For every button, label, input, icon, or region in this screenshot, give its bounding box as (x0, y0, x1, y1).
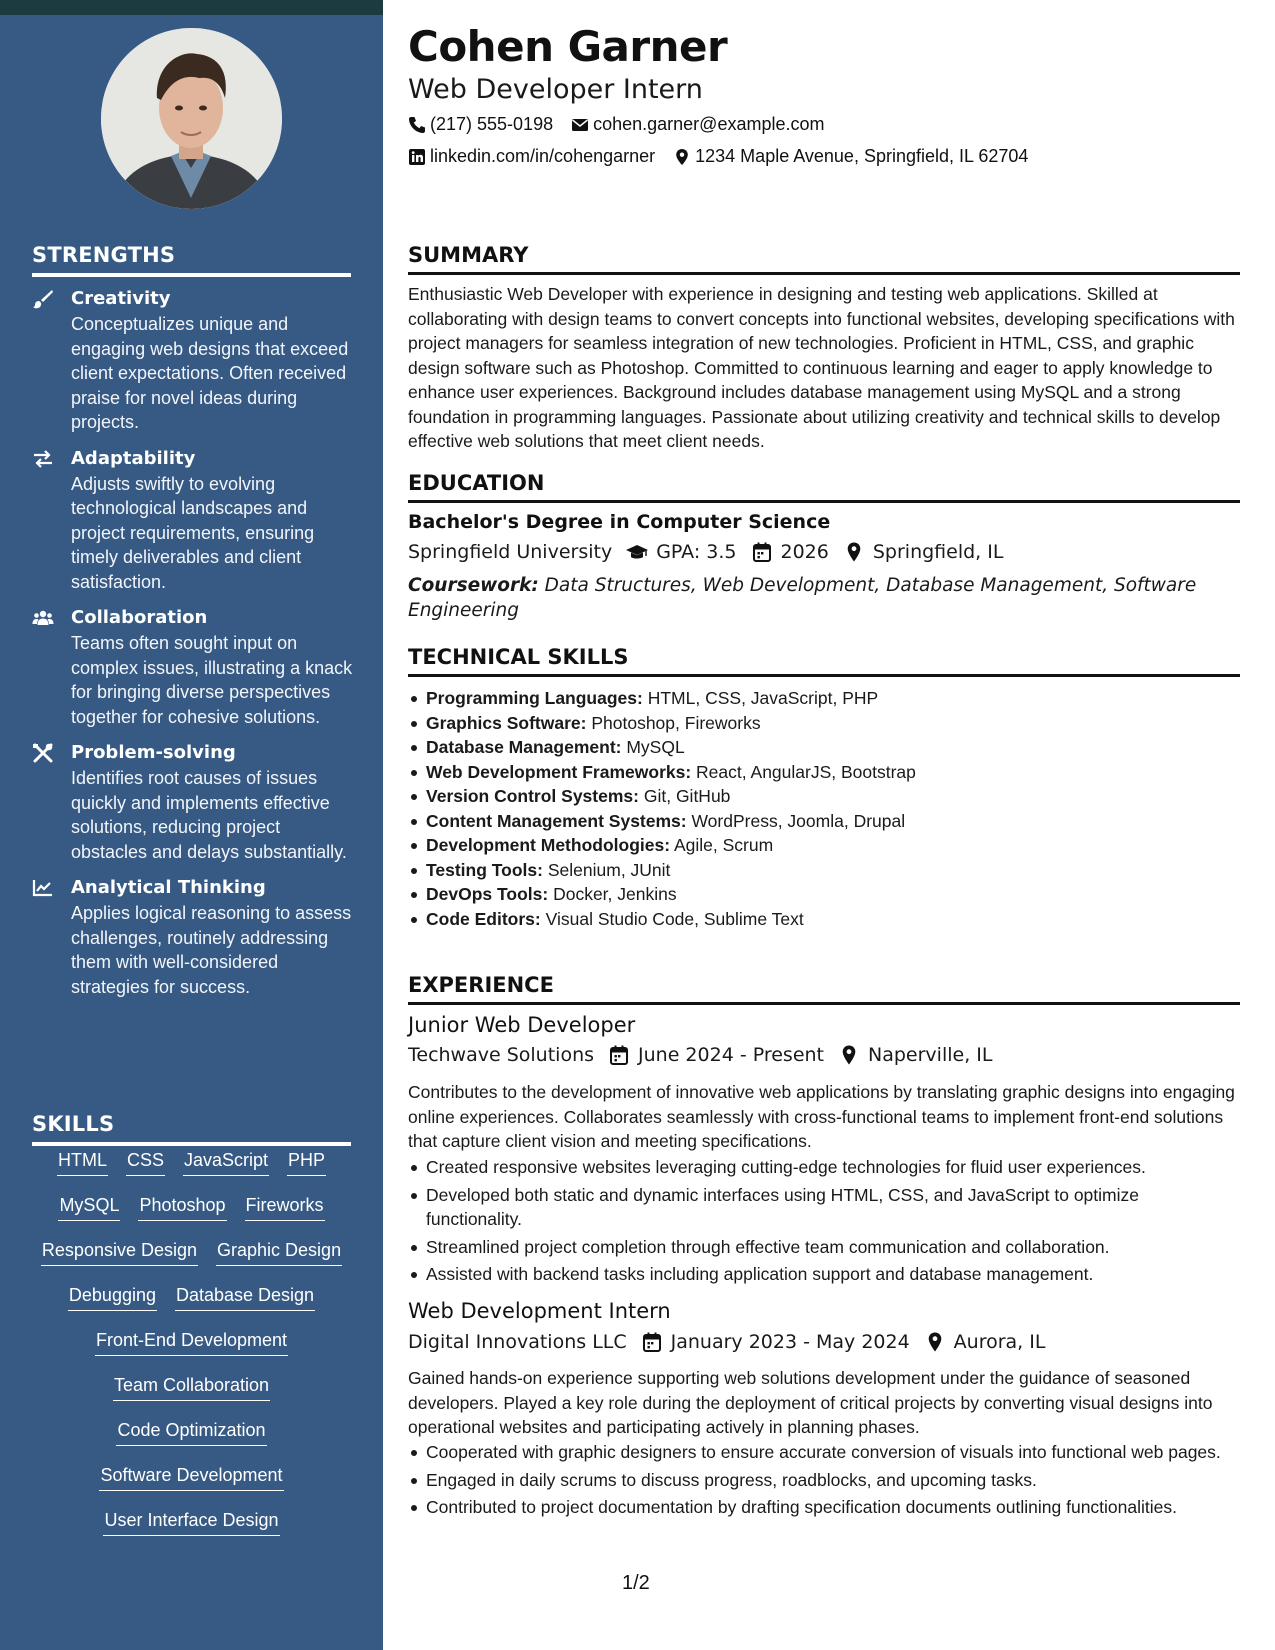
skill-category: Code Editors: (426, 908, 541, 929)
skill-row (32, 1283, 351, 1328)
school-location: Springfield, IL (872, 541, 1004, 563)
strength-item (32, 875, 354, 999)
skill-category: Development Methodologies: (426, 835, 671, 855)
list-item: Engaged in daily scrums to discuss progress, roadblocks, and upcoming tasks. (408, 1468, 1238, 1493)
map-pin-icon (843, 542, 865, 562)
dates-item (608, 1044, 824, 1066)
skill-row (32, 1418, 351, 1463)
skills-list (32, 1148, 351, 1553)
skill-values: WordPress, Joomla, Drupal (691, 810, 906, 831)
list-item: Contributed to project documentation by drafting specification documents outlining functionalities. (408, 1495, 1238, 1520)
job-bullets (408, 1440, 1238, 1520)
map-pin-icon (838, 1045, 860, 1065)
skill-values: HTML, CSS, JavaScript, PHP (647, 688, 879, 708)
profile-photo (101, 28, 282, 209)
candidate-name: Cohen Garner (408, 22, 728, 71)
candidate-title: Web Developer Intern (408, 74, 703, 105)
job-dates: June 2024 - Present (638, 1044, 825, 1066)
coursework-list: Data Structures, Web Development, Database Management, Software Engineering (408, 575, 1197, 621)
list-item (408, 784, 1238, 809)
degree-title: Bachelor's Degree in Computer Science (408, 511, 831, 533)
skill-tag: Code Optimization (116, 1418, 266, 1446)
skill-category: Programming Languages: (426, 688, 643, 708)
contact-address (673, 146, 1028, 167)
skill-row (32, 1463, 351, 1508)
coursework-label: Coursework: (408, 575, 539, 596)
skill-row (32, 1508, 351, 1553)
skill-tag: MySQL (58, 1193, 120, 1221)
skill-tag: Photoshop (138, 1193, 226, 1221)
list-item (408, 809, 1238, 834)
skill-tag: Database Design (175, 1283, 315, 1311)
summary-heading: SUMMARY (408, 243, 1240, 275)
graduation-year: 2026 (780, 541, 829, 563)
strength-title: Problem-solving (71, 742, 236, 763)
strength-description: Applies logical reasoning to assess challenges, routinely addressing them with well-considered strategies for success. (71, 903, 352, 997)
job-bullets (408, 1155, 1238, 1287)
paintbrush-icon (32, 289, 56, 309)
job-dates: January 2023 - May 2024 (670, 1331, 910, 1353)
skill-tag: User Interface Design (103, 1508, 279, 1536)
strength-description: Adjusts swiftly to evolving technological landscapes and project requirements, ensuring timely deliverables and client satisfaction. (71, 473, 315, 592)
job-location: Naperville, IL (868, 1044, 993, 1066)
list-item (408, 858, 1238, 883)
experience-heading: EXPERIENCE (408, 973, 1240, 1005)
strengths-heading: STRENGTHS (32, 243, 351, 277)
phone-icon (408, 116, 426, 134)
education-meta (408, 541, 1017, 563)
job-description: Contributes to the development of innovative web applications by translating graphic designs into engaging online experiences. Collaborates seamlessly with cross-functional teams to implement front-end solutions that capture client vision and meeting specifications. (408, 1082, 1235, 1151)
skill-row (32, 1238, 351, 1283)
skill-tag: Team Collaboration (113, 1373, 270, 1401)
contact-row (408, 146, 1046, 167)
strength-description: Conceptualizes unique and engaging web designs that exceed client expectations. Often received praise for novel ideas during projects. (71, 314, 349, 432)
school-name: Springfield University (408, 541, 613, 563)
summary-text: Enthusiastic Web Developer with experience in designing and testing web applications. Skilled at collaborating with design teams to convert concepts into functional websites, developing specifications with project managers for seamless integration of new technologies. Proficient in HTML, CSS, and graphic design software such as Photoshop. Committed to continuous learning and eager to apply knowledge to enhance user experiences. Background includes database management using MySQL and a strong foundation in programming languages. Passionate about utilizing creativity and technical skills to develop effective web solutions that meet client needs. (408, 284, 1235, 451)
skill-category: Version Control Systems: (426, 786, 639, 806)
gpa-item (626, 541, 736, 563)
job-location: Aurora, IL (953, 1331, 1046, 1353)
coursework (408, 574, 1238, 623)
skill-tag: PHP (287, 1148, 326, 1176)
users-group-icon (32, 608, 56, 628)
map-pin-icon (673, 148, 691, 166)
strength-item (32, 605, 354, 729)
list-item: Streamlined project completion through effective team communication and collaboration. (408, 1235, 1238, 1260)
skills-heading: SKILLS (32, 1112, 351, 1146)
list-item: Created responsive websites leveraging cutting-edge technologies for fluid user experiences. (408, 1155, 1238, 1180)
calendar-icon (751, 542, 773, 562)
skill-category: Graphics Software: (426, 712, 587, 733)
job-meta (408, 1331, 1059, 1353)
contact-linkedin (408, 146, 655, 167)
company-name: Digital Innovations LLC (408, 1331, 627, 1353)
tools-icon (32, 743, 56, 763)
linkedin-link[interactable]: linkedin.com/in/cohengarner (430, 146, 656, 166)
list-item (408, 686, 1238, 711)
list-item (408, 882, 1238, 907)
line-chart-icon (32, 878, 56, 898)
phone-text: (217) 555-0198 (430, 114, 554, 134)
linkedin-icon (408, 148, 426, 166)
technical-skills-heading: TECHNICAL SKILLS (408, 645, 1240, 677)
contact-phone (408, 114, 553, 135)
sidebar-top-bar (0, 0, 383, 15)
skill-tag: HTML (57, 1148, 108, 1176)
strength-title: Analytical Thinking (71, 877, 266, 898)
strength-description: Identifies root causes of issues quickly and implements effective solutions, reducing project obstacles and delays substantially. (71, 768, 347, 862)
contact-email (571, 114, 824, 135)
strength-title: Adaptability (71, 447, 196, 469)
list-item (408, 907, 1238, 932)
skill-category: Web Development Frameworks: (426, 761, 692, 782)
job-meta (408, 1044, 1006, 1066)
education-heading: EDUCATION (408, 471, 1240, 503)
skill-values: Git, GitHub (643, 786, 731, 806)
location-item (924, 1331, 1046, 1353)
skill-tag: CSS (126, 1148, 165, 1176)
strength-item (32, 740, 354, 864)
email-link[interactable]: cohen.garner@example.com (593, 114, 825, 134)
calendar-icon (608, 1045, 630, 1065)
location-item (838, 1044, 992, 1066)
strengths-list (32, 286, 354, 1010)
graduation-cap-icon (626, 542, 648, 562)
job-description: Gained hands-on experience supporting web solutions development under the guidance of seasoned developers. Played a key role during the deployment of critical projects by converting visual designs into operational websites and participating actively in planning phases. (408, 1368, 1213, 1437)
calendar-icon (641, 1332, 663, 1352)
skill-category: Testing Tools: (426, 859, 543, 880)
arrows-exchange-icon (32, 449, 56, 469)
list-item: Assisted with backend tasks including application support and database management. (408, 1262, 1238, 1287)
address-text: 1234 Maple Avenue, Springfield, IL 62704 (695, 146, 1029, 166)
skill-tag: Responsive Design (41, 1238, 198, 1266)
list-item (408, 760, 1238, 785)
strength-title: Creativity (71, 288, 171, 309)
skill-row (32, 1148, 351, 1193)
envelope-icon (571, 116, 589, 134)
skill-category: DevOps Tools: (426, 884, 549, 904)
technical-skills-list (408, 686, 1238, 931)
skill-tag: Front-End Development (95, 1328, 288, 1356)
sidebar (0, 0, 383, 1650)
skill-row (32, 1193, 351, 1238)
skill-values: Selenium, JUnit (547, 859, 671, 880)
dates-item (641, 1331, 910, 1353)
list-item (408, 833, 1238, 858)
skill-values: Agile, Scrum (673, 835, 774, 855)
job-title: Web Development Intern (408, 1299, 671, 1323)
skill-values: MySQL (626, 737, 685, 757)
skill-category: Content Management Systems: (426, 810, 687, 831)
page-indicator: 1/2 (622, 1572, 650, 1594)
strength-description: Teams often sought input on complex issues, illustrating a knack for bringing diverse perspectives together for cohesive solutions. (71, 633, 353, 727)
skill-tag: Fireworks (245, 1193, 325, 1221)
skill-values: Visual Studio Code, Sublime Text (545, 908, 804, 929)
skill-row (32, 1373, 351, 1418)
skill-tag: Graphic Design (216, 1238, 342, 1266)
strength-item (32, 286, 354, 435)
strength-item (32, 446, 354, 595)
list-item: Cooperated with graphic designers to ensure accurate conversion of visuals into functional web pages. (408, 1440, 1238, 1465)
company-name: Techwave Solutions (408, 1044, 595, 1066)
skill-values: React, AngularJS, Bootstrap (696, 761, 916, 782)
job-title: Junior Web Developer (408, 1013, 636, 1037)
profile-photo-image (101, 28, 282, 209)
list-item (408, 711, 1238, 736)
list-item (408, 735, 1238, 760)
skill-tag: JavaScript (183, 1148, 269, 1176)
year-item (751, 541, 829, 563)
list-item: Developed both static and dynamic interfaces using HTML, CSS, and JavaScript to optimize functionality. (408, 1183, 1238, 1232)
map-pin-icon (924, 1332, 946, 1352)
skill-row (32, 1328, 351, 1373)
location-item (843, 541, 1004, 563)
strength-title: Collaboration (71, 607, 208, 628)
skill-tag: Debugging (68, 1283, 157, 1311)
skill-tag: Software Development (99, 1463, 283, 1491)
gpa-text: GPA: 3.5 (656, 541, 737, 563)
skill-values: Docker, Jenkins (553, 884, 677, 904)
skill-values: Photoshop, Fireworks (591, 712, 761, 733)
contact-row (408, 114, 842, 135)
skill-category: Database Management: (426, 737, 622, 757)
